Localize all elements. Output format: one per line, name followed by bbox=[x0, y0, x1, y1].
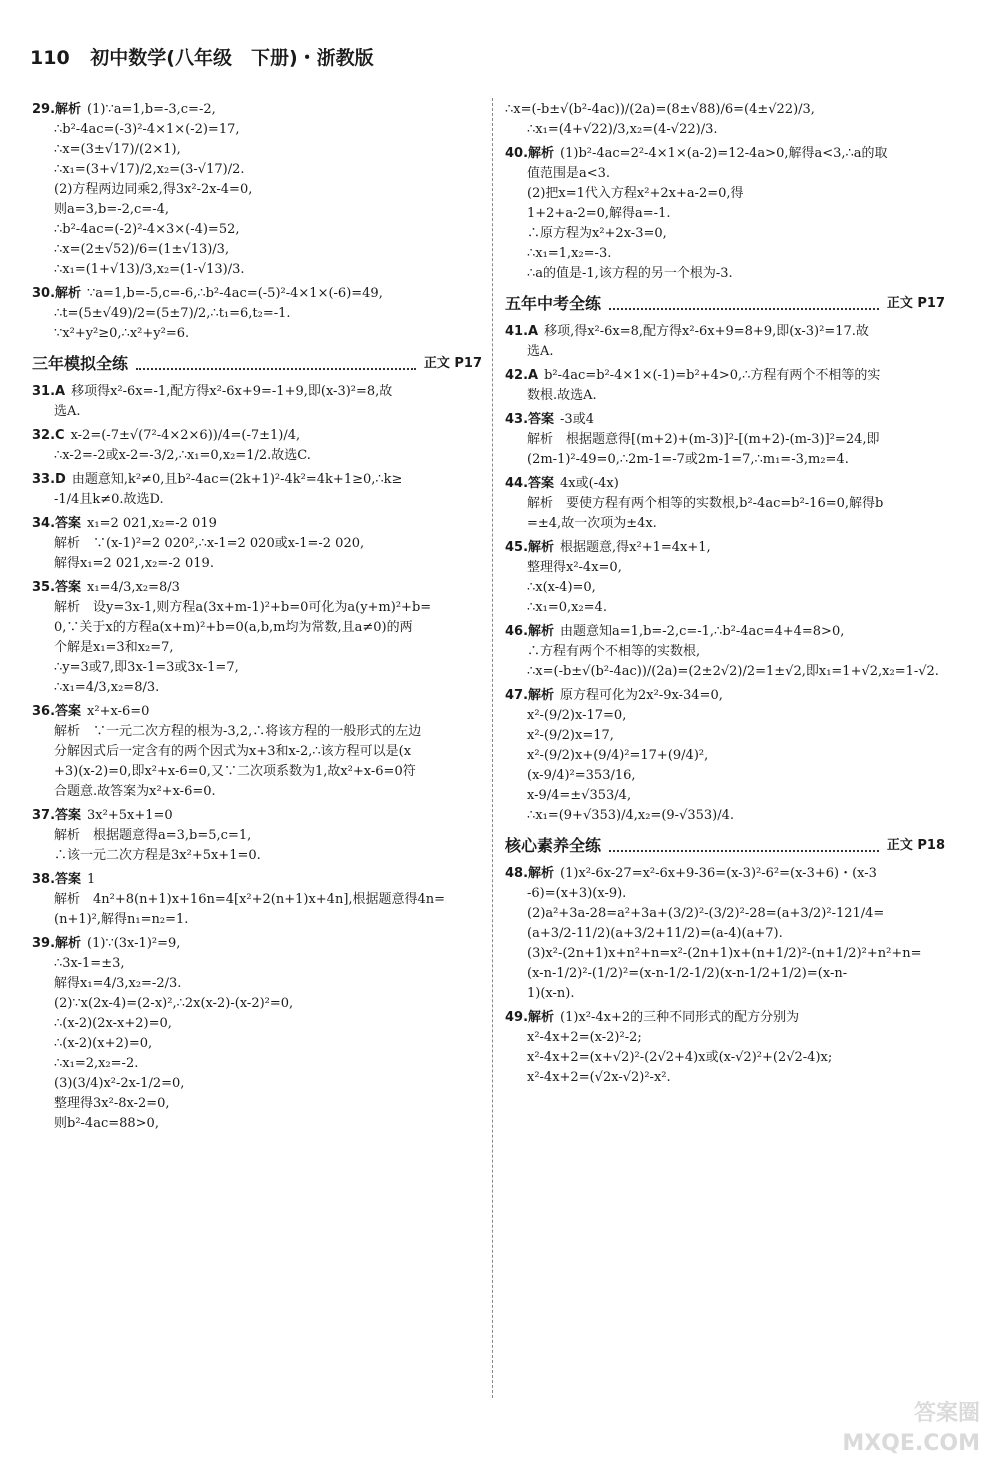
answer-text: 解析 根据题意得a=3,b=5,c=1, bbox=[54, 828, 252, 843]
question-number: 34.答案 bbox=[32, 516, 82, 531]
leader-dots bbox=[136, 358, 416, 370]
answer-text: =±4,故一次项为±4x. bbox=[527, 516, 657, 531]
left-column bbox=[32, 100, 482, 1138]
answer-text: 则b²-4ac=88>0, bbox=[54, 1116, 159, 1131]
right-column bbox=[505, 100, 945, 1092]
answer-text: ∴x₁=4/3,x₂=8/3. bbox=[54, 680, 160, 695]
answer-line bbox=[505, 474, 945, 494]
answer-line bbox=[505, 224, 945, 244]
answer-text: ∴(x-2)(2x-x+2)=0, bbox=[54, 1016, 172, 1031]
answer-text: 解析 ∵一元二次方程的根为-3,2,∴将该方程的一般形式的左边 bbox=[54, 724, 422, 739]
answer-line bbox=[32, 742, 482, 762]
section-header-five-year bbox=[505, 294, 945, 314]
answer-text: (x-n-1/2)²-(1/2)²=(x-n-1/2-1/2)(x-n-1/2+1/2)=(x-n- bbox=[527, 966, 848, 981]
answer-line bbox=[32, 1054, 482, 1074]
answer-text: 解得x₁=4/3,x₂=-2/3. bbox=[54, 976, 182, 991]
answer-line bbox=[32, 426, 482, 446]
answer-text: 移项,得x²-6x=8,配方得x²-6x+9=8+9,即(x-3)²=17.故 bbox=[544, 324, 869, 339]
answer-line bbox=[505, 786, 945, 806]
answer-item bbox=[505, 622, 945, 682]
answer-text: (1)∵a=1,b=-3,c=-2, bbox=[87, 102, 216, 117]
answer-line bbox=[32, 934, 482, 954]
watermark-text: 答案圈 bbox=[913, 1401, 980, 1426]
answer-text: 解析 ∵(x-1)²=2 020²,∴x-1=2 020或x-1=-2 020, bbox=[54, 536, 365, 551]
answer-text: ∴x₁=2,x₂=-2. bbox=[54, 1056, 139, 1071]
question-number: 48.解析 bbox=[505, 866, 555, 881]
answer-line bbox=[32, 826, 482, 846]
answer-text: (n+1)²,解得n₁=n₂=1. bbox=[54, 912, 189, 927]
question-number: 31.A bbox=[32, 384, 66, 399]
answer-text: -1/4且k≠0.故选D. bbox=[54, 492, 164, 507]
answer-text: (3)x²-(2n+1)x+n²+n=x²-(2n+1)x+(n+1/2)²-(n+1/2)²+n²+n= bbox=[527, 946, 922, 961]
leader-dots bbox=[609, 298, 879, 310]
answer-line bbox=[505, 120, 945, 140]
answer-line bbox=[32, 324, 482, 344]
answer-line bbox=[505, 322, 945, 342]
answer-text: 解析 根据题意得[(m+2)+(m-3)]²-[(m+2)-(m-3)]²=24,即 bbox=[527, 432, 880, 447]
answer-line bbox=[505, 538, 945, 558]
answer-line bbox=[505, 514, 945, 534]
answer-text: 3x²+5x+1=0 bbox=[87, 808, 173, 823]
answer-item bbox=[505, 474, 945, 534]
answer-line bbox=[505, 1068, 945, 1088]
answer-text: 1)(x-n). bbox=[527, 986, 575, 1001]
answer-line bbox=[505, 904, 945, 924]
answer-item bbox=[505, 1008, 945, 1088]
answer-item bbox=[32, 470, 482, 510]
answer-item bbox=[505, 538, 945, 618]
answer-text: ∵x²+y²≥0,∴x²+y²=6. bbox=[54, 326, 190, 341]
section-ref: 正文 P17 bbox=[423, 356, 482, 371]
question-number: 43.答案 bbox=[505, 412, 555, 427]
answer-line bbox=[32, 1014, 482, 1034]
answer-line bbox=[32, 304, 482, 324]
answer-item bbox=[32, 514, 482, 574]
answer-text: 整理得x²-4x=0, bbox=[527, 560, 622, 575]
answer-text: x-9/4=±√353/4, bbox=[527, 788, 632, 803]
answer-text: (1)x²-6x-27=x²-6x+9-36=(x-3)²-6²=(x-3+6)・(x-3 bbox=[560, 866, 877, 881]
answer-line bbox=[32, 180, 482, 200]
answer-text: 整理得3x²-8x-2=0, bbox=[54, 1096, 170, 1111]
answer-line bbox=[505, 964, 945, 984]
answer-text: 选A. bbox=[527, 344, 554, 359]
answer-text: (2)方程两边同乘2,得3x²-2x-4=0, bbox=[54, 182, 253, 197]
answer-line bbox=[505, 264, 945, 284]
answer-line bbox=[32, 470, 482, 490]
answer-line bbox=[32, 554, 482, 574]
question-number: 44.答案 bbox=[505, 476, 555, 491]
answer-text: (2)把x=1代入方程x²+2x+a-2=0,得 bbox=[527, 186, 744, 201]
answer-text: 合题意.故答案为x²+x-6=0. bbox=[54, 784, 216, 799]
answer-item bbox=[32, 100, 482, 280]
answer-text: ∴x₁=0,x₂=4. bbox=[527, 600, 607, 615]
answer-line bbox=[32, 870, 482, 890]
answer-line bbox=[505, 924, 945, 944]
answer-line bbox=[505, 494, 945, 514]
question-number: 40.解析 bbox=[505, 146, 555, 161]
answer-text: (2m-1)²-49=0,∴2m-1=-7或2m-1=7,∴m₁=-3,m₂=4. bbox=[527, 452, 849, 467]
answer-text: 分解因式后一定含有的两个因式为x+3和x-2,∴该方程可以是(x bbox=[54, 744, 412, 759]
answer-line bbox=[505, 144, 945, 164]
answer-text: 个解是x₁=3和x₂=7, bbox=[54, 640, 174, 655]
answer-text: x-2=(-7±√(7²-4×2×6))/4=(-7±1)/4, bbox=[70, 428, 301, 443]
answer-text: ∴原方程为x²+2x-3=0, bbox=[527, 226, 667, 241]
answer-text: ∴x=(-b±√(b²-4ac))/(2a)=(8±√88)/6=(4±√22)/3, bbox=[505, 102, 815, 117]
answer-line bbox=[32, 782, 482, 802]
answer-line bbox=[505, 662, 945, 682]
answer-line bbox=[32, 846, 482, 866]
answer-text: 由题意知,k²≠0,且b²-4ac=(2k+1)²-4k²=4k+1≥0,∴k≥ bbox=[71, 472, 403, 487]
leader-dots bbox=[609, 840, 879, 852]
answer-text: ∴t=(5±√49)/2=(5±7)/2,∴t₁=6,t₂=-1. bbox=[54, 306, 291, 321]
answer-line bbox=[32, 1094, 482, 1114]
answer-line bbox=[32, 994, 482, 1014]
answer-line bbox=[505, 558, 945, 578]
answer-line bbox=[32, 120, 482, 140]
answer-item bbox=[32, 578, 482, 698]
answer-text: -6)=(x+3)(x-9). bbox=[527, 886, 627, 901]
answer-line bbox=[32, 260, 482, 280]
answer-text: ∴x₁=(4+√22)/3,x₂=(4-√22)/3. bbox=[527, 122, 718, 137]
answer-line bbox=[505, 726, 945, 746]
answer-text: 根据题意,得x²+1=4x+1, bbox=[560, 540, 711, 555]
answer-line bbox=[505, 746, 945, 766]
answer-line bbox=[32, 220, 482, 240]
answer-line bbox=[505, 100, 945, 120]
answer-text: ∵a=1,b=-5,c=-6,∴b²-4ac=(-5)²-4×1×(-6)=49, bbox=[87, 286, 383, 301]
answer-text: x²-4x+2=(x+√2)²-(2√2+4)x或(x-√2)²+(2√2-4)x; bbox=[527, 1050, 833, 1065]
answer-text: 0,∵关于x的方程a(x+m)²+b=0(a,b,m均为常数,且a≠0)的两 bbox=[54, 620, 413, 635]
section-header-core bbox=[505, 836, 945, 856]
answer-line bbox=[505, 598, 945, 618]
answer-line bbox=[505, 864, 945, 884]
answer-text: 数根.故选A. bbox=[527, 388, 597, 403]
question-number: 29.解析 bbox=[32, 102, 82, 117]
answer-text: ∴x(x-4)=0, bbox=[527, 580, 596, 595]
answer-text: ∴x₁=1,x₂=-3. bbox=[527, 246, 612, 261]
answer-line bbox=[32, 890, 482, 910]
answer-line bbox=[505, 984, 945, 1004]
answer-line bbox=[32, 762, 482, 782]
answer-line bbox=[32, 490, 482, 510]
answer-text: x₁=4/3,x₂=8/3 bbox=[87, 580, 180, 595]
left-items-b bbox=[32, 382, 482, 1134]
answer-item bbox=[505, 686, 945, 826]
answer-text: (1)∵(3x-1)²=9, bbox=[87, 936, 181, 951]
answer-line bbox=[32, 240, 482, 260]
answer-line bbox=[505, 686, 945, 706]
answer-line bbox=[32, 160, 482, 180]
answer-text: (1)x²-4x+2的三种不同形式的配方分别为 bbox=[560, 1010, 800, 1025]
answer-text: (3)(3/4)x²-2x-1/2=0, bbox=[54, 1076, 185, 1091]
answer-text: ∴b²-4ac=(-2)²-4×3×(-4)=52, bbox=[54, 222, 240, 237]
question-number: 35.答案 bbox=[32, 580, 82, 595]
answer-line bbox=[505, 244, 945, 264]
watermark-logo bbox=[780, 1399, 980, 1459]
answer-item bbox=[32, 426, 482, 466]
answer-text: (a+3/2-11/2)(a+3/2+11/2)=(a-4)(a+7). bbox=[527, 926, 783, 941]
answer-item bbox=[505, 322, 945, 362]
answer-line bbox=[32, 100, 482, 120]
answer-line bbox=[32, 954, 482, 974]
answer-text: x²+x-6=0 bbox=[87, 704, 150, 719]
answer-text: ∴b²-4ac=(-3)²-4×1×(-2)=17, bbox=[54, 122, 240, 137]
question-number: 33.D bbox=[32, 472, 66, 487]
question-number: 46.解析 bbox=[505, 624, 555, 639]
answer-line bbox=[505, 1028, 945, 1048]
answer-text: (1)b²-4ac=2²-4×1×(a-2)=12-4a>0,解得a<3,∴a的取 bbox=[560, 146, 888, 161]
answer-text: -3或4 bbox=[560, 412, 594, 427]
column-divider bbox=[492, 98, 493, 1398]
answer-line bbox=[32, 578, 482, 598]
answer-text: 选A. bbox=[54, 404, 81, 419]
answer-text: 1 bbox=[87, 872, 96, 887]
answer-line bbox=[32, 598, 482, 618]
answer-line bbox=[32, 974, 482, 994]
answer-line bbox=[505, 806, 945, 826]
answer-text: 值范围是a<3. bbox=[527, 166, 611, 181]
section-ref: 正文 P18 bbox=[886, 838, 945, 853]
question-number: 38.答案 bbox=[32, 872, 82, 887]
answer-item bbox=[505, 144, 945, 284]
question-number: 30.解析 bbox=[32, 286, 82, 301]
answer-item bbox=[32, 702, 482, 802]
answer-text: ∴3x-1=±3, bbox=[54, 956, 125, 971]
answer-text: (x-9/4)²=353/16, bbox=[527, 768, 636, 783]
answer-line bbox=[505, 386, 945, 406]
answer-line bbox=[505, 366, 945, 386]
answer-line bbox=[32, 534, 482, 554]
watermark-url: MXQE.COM bbox=[842, 1431, 980, 1456]
answer-text: (2)∵x(2x-4)=(2-x)²,∴2x(x-2)-(x-2)²=0, bbox=[54, 996, 294, 1011]
answer-text: (2)a²+3a-28=a²+3a+(3/2)²-(3/2)²-28=(a+3/2)²-121/4= bbox=[527, 906, 885, 921]
answer-line bbox=[32, 284, 482, 304]
answer-text: 1+2+a-2=0,解得a=-1. bbox=[527, 206, 671, 221]
answer-text: ∴x=(2±√52)/6=(1±√13)/3, bbox=[54, 242, 230, 257]
answer-line bbox=[505, 622, 945, 642]
answer-line bbox=[32, 1074, 482, 1094]
section-title: 核心素养全练 bbox=[505, 836, 602, 855]
page-header bbox=[30, 48, 980, 84]
question-number: 41.A bbox=[505, 324, 539, 339]
answer-text: 解析 要使方程有两个相等的实数根,b²-4ac=b²-16=0,解得b bbox=[527, 496, 884, 511]
answer-line bbox=[32, 618, 482, 638]
answer-item bbox=[32, 382, 482, 422]
answer-text: ∴(x-2)(x+2)=0, bbox=[54, 1036, 153, 1051]
answer-line bbox=[32, 910, 482, 930]
answer-line bbox=[505, 766, 945, 786]
answer-text: 移项得x²-6x=-1,配方得x²-6x+9=-1+9,即(x-3)²=8,故 bbox=[71, 384, 393, 399]
answer-line bbox=[505, 164, 945, 184]
answer-line bbox=[32, 1034, 482, 1054]
answer-text: 则a=3,b=-2,c=-4, bbox=[54, 202, 170, 217]
answer-line bbox=[505, 944, 945, 964]
answer-line bbox=[505, 884, 945, 904]
answer-line bbox=[505, 204, 945, 224]
question-number: 37.答案 bbox=[32, 808, 82, 823]
answer-text: 4x或(-4x) bbox=[560, 476, 619, 491]
section-title: 三年模拟全练 bbox=[32, 354, 129, 373]
answer-line bbox=[505, 342, 945, 362]
answer-item bbox=[505, 410, 945, 470]
question-number: 45.解析 bbox=[505, 540, 555, 555]
answer-line bbox=[32, 382, 482, 402]
question-number: 42.A bbox=[505, 368, 539, 383]
answer-line bbox=[505, 1008, 945, 1028]
answer-line bbox=[32, 702, 482, 722]
answer-line bbox=[505, 706, 945, 726]
answer-line bbox=[505, 1048, 945, 1068]
answer-line bbox=[32, 638, 482, 658]
question-number: 32.C bbox=[32, 428, 65, 443]
answer-text: 解析 设y=3x-1,则方程a(3x+m-1)²+b=0可化为a(y+m)²+b= bbox=[54, 600, 432, 615]
answer-text: x²-4x+2=(√2x-√2)²-x². bbox=[527, 1070, 671, 1085]
answer-text: ∴x-2=-2或x-2=-3/2,∴x₁=0,x₂=1/2.故选C. bbox=[54, 448, 311, 463]
answer-item bbox=[32, 934, 482, 1134]
answer-text: x²-(9/2)x+(9/4)²=17+(9/4)², bbox=[527, 748, 709, 763]
answer-text: x²-(9/2)x=17, bbox=[527, 728, 614, 743]
answer-text: ∴x=(3±√17)/(2×1), bbox=[54, 142, 181, 157]
answer-line bbox=[505, 430, 945, 450]
answer-text: ∴x₁=(3+√17)/2,x₂=(3-√17)/2. bbox=[54, 162, 245, 177]
section-title: 五年中考全练 bbox=[505, 294, 602, 313]
left-items-a bbox=[32, 100, 482, 344]
answer-text: 由题意知a=1,b=-2,c=-1,∴b²-4ac=4+4=8>0, bbox=[560, 624, 845, 639]
answer-line bbox=[505, 642, 945, 662]
answer-text: +3)(x-2)=0,即x²+x-6=0,又∵二次项系数为1,故x²+x-6=0符 bbox=[54, 764, 416, 779]
answer-line bbox=[32, 200, 482, 220]
question-number: 49.解析 bbox=[505, 1010, 555, 1025]
answer-text: x²-4x+2=(x-2)²-2; bbox=[527, 1030, 642, 1045]
answer-line bbox=[32, 514, 482, 534]
question-number: 47.解析 bbox=[505, 688, 555, 703]
answer-line bbox=[32, 722, 482, 742]
answer-item bbox=[32, 806, 482, 866]
answer-text: 解得x₁=2 021,x₂=-2 019. bbox=[54, 556, 214, 571]
book-title: 初中数学(八年级 下册)・浙教版 bbox=[90, 47, 374, 69]
page-number: 110 bbox=[30, 47, 70, 69]
answer-text: ∴y=3或7,即3x-1=3或3x-1=7, bbox=[54, 660, 239, 675]
question-number: 36.答案 bbox=[32, 704, 82, 719]
answer-item bbox=[505, 366, 945, 406]
answer-line bbox=[505, 184, 945, 204]
answer-line bbox=[32, 678, 482, 698]
answer-line bbox=[32, 1114, 482, 1134]
answer-line bbox=[505, 578, 945, 598]
answer-line bbox=[505, 410, 945, 430]
answer-text: ∴x₁=(1+√13)/3,x₂=(1-√13)/3. bbox=[54, 262, 245, 277]
right-items-b bbox=[505, 322, 945, 826]
answer-line bbox=[32, 140, 482, 160]
answer-line bbox=[32, 806, 482, 826]
section-ref: 正文 P17 bbox=[886, 296, 945, 311]
right-items-a bbox=[505, 100, 945, 284]
answer-text: ∴x₁=(9+√353)/4,x₂=(9-√353)/4. bbox=[527, 808, 735, 823]
answer-text: ∴方程有两个不相等的实数根, bbox=[527, 644, 701, 659]
answer-text: x₁=2 021,x₂=-2 019 bbox=[87, 516, 217, 531]
answer-text: x²-(9/2)x-17=0, bbox=[527, 708, 627, 723]
answer-item bbox=[32, 870, 482, 930]
answer-item bbox=[505, 864, 945, 1004]
answer-text: b²-4ac=b²-4×1×(-1)=b²+4>0,∴方程有两个不相等的实 bbox=[544, 368, 881, 383]
right-items-c bbox=[505, 864, 945, 1088]
answer-item bbox=[505, 100, 945, 140]
answer-line bbox=[32, 446, 482, 466]
answer-line bbox=[505, 450, 945, 470]
answer-text: ∴a的值是-1,该方程的另一个根为-3. bbox=[527, 266, 733, 281]
answer-line bbox=[32, 402, 482, 422]
answer-text: ∴该一元二次方程是3x²+5x+1=0. bbox=[54, 848, 261, 863]
answer-item bbox=[32, 284, 482, 344]
answer-text: 解析 4n²+8(n+1)x+16n=4[x²+2(n+1)x+4n],根据题意得4n= bbox=[54, 892, 446, 907]
answer-line bbox=[32, 658, 482, 678]
answer-text: 原方程可化为2x²-9x-34=0, bbox=[560, 688, 723, 703]
section-header-three-year bbox=[32, 354, 482, 374]
question-number: 39.解析 bbox=[32, 936, 82, 951]
answer-text: ∴x=(-b±√(b²-4ac))/(2a)=(2±2√2)/2=1±√2,即x₁=1+√2,x₂=1-√2. bbox=[527, 664, 939, 679]
